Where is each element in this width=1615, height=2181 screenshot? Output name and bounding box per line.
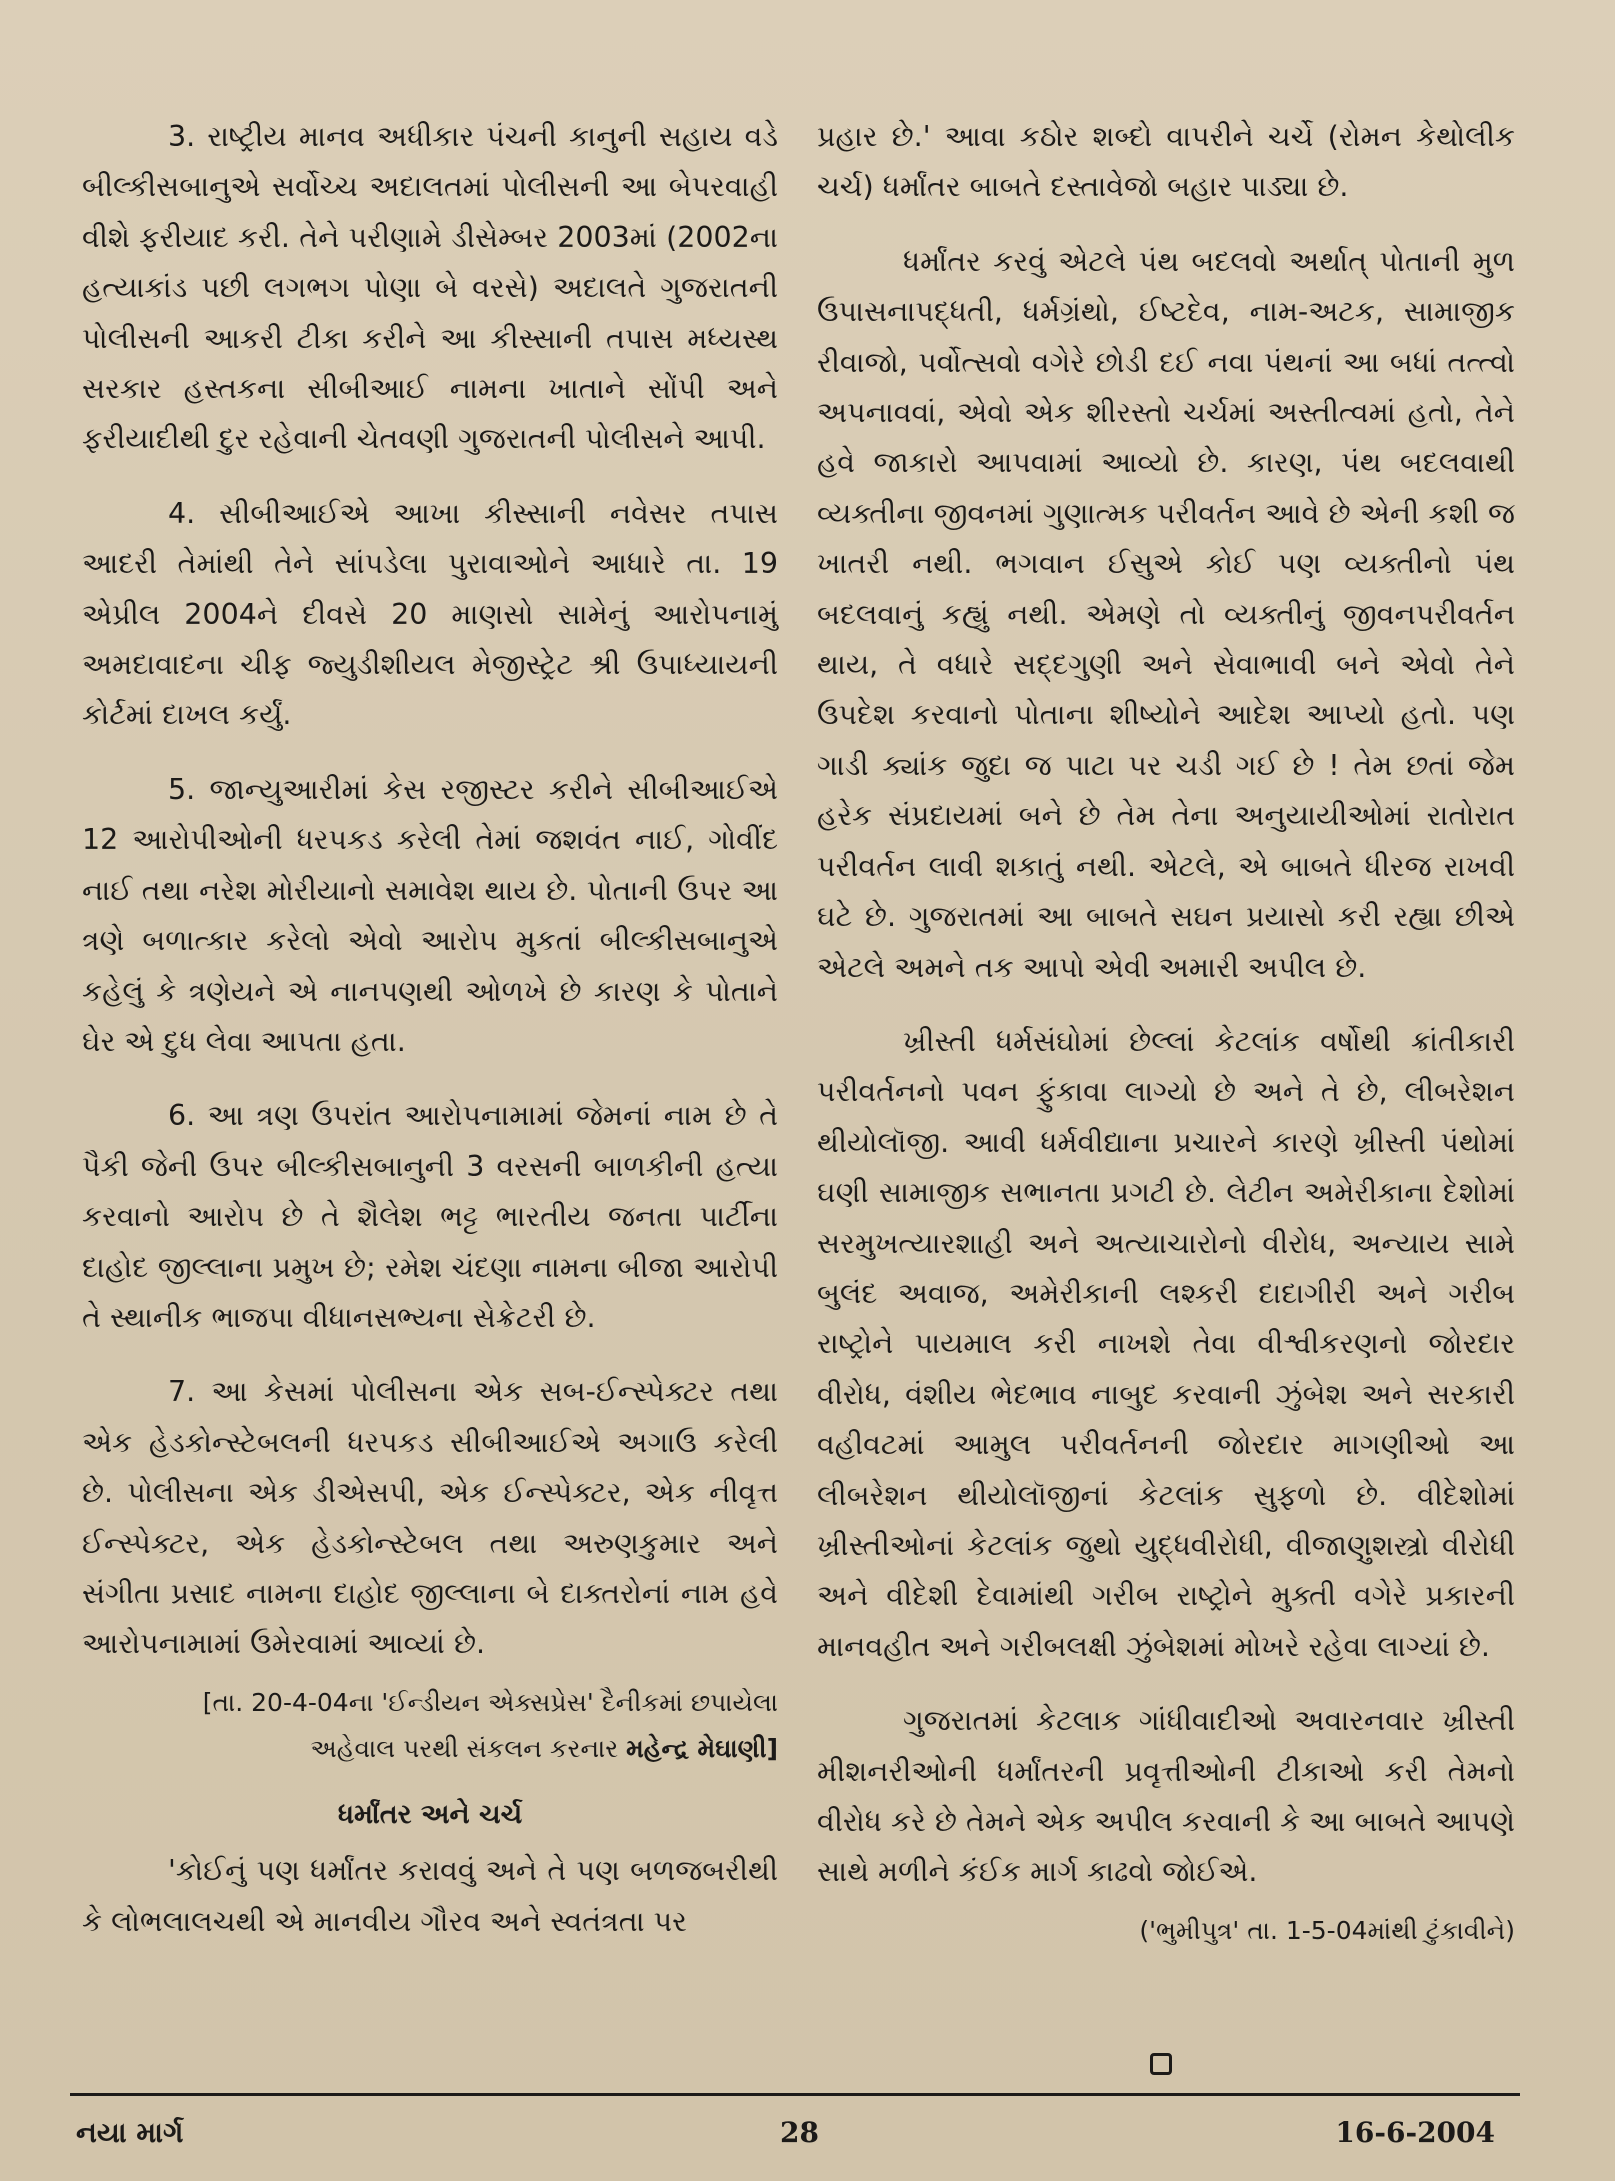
footer-divider xyxy=(70,2093,1520,2096)
citation-line-2 xyxy=(82,1726,778,1772)
end-of-article-square-icon xyxy=(1150,2053,1172,2075)
paragraph-quote-start: 'કોઈનું પણ ધર્માંતર કરાવવું અને તે પણ બળજબરીથી કે લોભલાલચથી એ માનવીય ગૌરવ અને સ્વતંત્રતા પર xyxy=(82,1854,778,1938)
source-note: ('ભુમીપુત્ર' તા. 1-5-04માંથી ટુંકાવીને) xyxy=(1139,1915,1515,1945)
citation-author: મહેન્દ્ર મેઘાણી] xyxy=(626,1733,778,1763)
paragraph-point-3: 3. રાષ્ટ્રીય માનવ અધીકાર પંચની કાનુની સહાય વડે બીલ્કીસબાનુએ સર્વોચ્ચ અદાલતમાં પોલીસની આ બેપરવાહી વીશે ફરીયાદ કરી. તેને પરીણામે ડીસેમ્બર 2003માં (2002ના હત્યાકાંડ પછી લગભગ પોણા બે વરસે) અદાલતે ગુજરાતની પોલીસની આકરી ટીકા કરીને આ કીસ્સાની તપાસ મધ્યસ્થ સરકાર હસ્તકના સીબીઆઈ નામના ખાતાને સોંપી અને ફરીયાદીથી દુર રહેવાની ચેતવણી ગુજરાતની પોલીસને આપી. xyxy=(82,120,778,456)
paragraph-liberation-theology: ખ્રીસ્તી ધર્મસંઘોમાં છેલ્લાં કેટલાંક વર્ષોથી ક્રાંતીકારી પરીવર્તનનો પવન ફુંકાવા લાગ્યો છે અને તે છે, લીબરેશન થીયોલૉજી. આવી ધર્મવીદ્યાના પ્રચારને કારણે ખ્રીસ્તી પંથોમાં ઘણી સામાજીક સભાનતા પ્રગટી છે. લેટીન અમેરીકાના દેશોમાં સરમુખત્યારશાહી અને અત્યાચારોનો વીરોધ, અન્યાય સામે બુલંદ અવાજ, અમેરીકાની લશ્કરી દાદાગીરી અને ગરીબ રાષ્ટ્રોને પાયમાલ કરી નાખશે તેવા વીશ્વીકરણનો જોરદાર વીરોધ, વંશીય ભેદભાવ નાબુદ કરવાની ઝુંબેશ અને સરકારી વહીવટમાં આમુલ પરીવર્તનની જોરદાર માગણીઓ આ લીબરેશન થીયોલૉજીનાં કેટલાંક સુફળો છે. વીદેશોમાં ખ્રીસ્તીઓનાં કેટલાંક જુથો યુદ્ધવીરોધી, વીજાણુશસ્ત્રો વીરોધી અને વીદેશી દેવામાંથી ગરીબ રાષ્ટ્રોને મુક્તી વગેરે પ્રકારની માનવહીત અને ગરીબલક્ષી ઝુંબેશમાં મોખરે રહેવા લાગ્યાં છે. xyxy=(817,1024,1515,1663)
paragraph-gandhians-appeal: ગુજરાતમાં કેટલાક ગાંધીવાદીઓ અવારનવાર ખ્રીસ્તી મીશનરીઓની ધર્માંતરની પ્રવૃત્તીઓની ટીકાઓ કરી તેમનો વીરોધ કરે છે તેમને એક અપીલ કરવાની કે આ બાબતે આપણે સાથે મળીને કંઈક માર્ગ કાઢવો જોઈએ. xyxy=(817,1704,1515,1889)
page-number: 28 xyxy=(780,2116,819,2149)
left-column xyxy=(82,112,778,1957)
citation-line-1: [તા. 20-4-04ના 'ઈન્ડીયન એક્સપ્રેસ' દૈનીકમાં છપાયેલા xyxy=(202,1687,778,1717)
paragraph-point-7: 7. આ કેસમાં પોલીસના એક સબ-ઈન્સ્પેક્ટર તથા એક હેડકોન્સ્ટેબલની ધરપકડ સીબીઆઈએ અગાઉ કરેલી છે. પોલીસના એક ડીએસપી, એક ઈન્સ્પેક્ટર, એક નીવૃત્ત ઈન્સ્પેક્ટર, એક હેડકોન્સ્ટેબલ તથા અરુણકુમાર અને સંગીતા પ્રસાદ નામના દાહોદ જીલ્લાના બે દાક્તરોનાં નામ હવે આરોપનામામાં ઉમેરવામાં આવ્યાં છે. xyxy=(82,1375,778,1661)
section-heading: ધર્માંતર અને ચર્ચ xyxy=(337,1798,523,1830)
magazine-name: નયા માર્ગ xyxy=(76,2116,184,2149)
paragraph-quote-continued: પ્રહાર છે.' આવા કઠોર શબ્દો વાપરીને ચર્ચે (રોમન કેથોલીક ચર્ચ) ધર્માંતર બાબતે દસ્તાવેજો બહાર પાડ્યા છે. xyxy=(817,120,1515,204)
paragraph-point-5: 5. જાન્યુઆરીમાં કેસ રજીસ્ટર કરીને સીબીઆઈએ 12 આરોપીઓની ધરપકડ કરેલી તેમાં જશવંત નાઈ, ગોવીંદ નાઈ તથા નરેશ મોરીયાનો સમાવેશ થાય છે. પોતાની ઉપર આ ત્રણે બળાત્કાર કરેલો એવો આરોપ મુકતાં બીલ્કીસબાનુએ કહેલું કે ત્રણેયને એ નાનપણથી ઓળખે છે કારણ કે પોતાને ઘેર એ દુધ લેવા આપતા હતા. xyxy=(82,772,778,1058)
paragraph-conversion: ધર્માંતર કરવું એટલે પંથ બદલવો અર્થાત્ પોતાની મુળ ઉપાસનાપદ્ધતી, ધર્મગ્રંથો, ઈષ્ટદેવ, નામ-અટક, સામાજીક રીવાજો, પર્વોત્સવો વગેરે છોડી દઈ નવા પંથનાં આ બધાં તત્ત્વો અપનાવવાં, એવો એક શીરસ્તો ચર્ચમાં અસ્તીત્વમાં હતો, તેને હવે જાકારો આપવામાં આવ્યો છે. કારણ, પંથ બદલવાથી વ્યક્તીના જીવનમાં ગુણાત્મક પરીવર્તન આવે છે એની કશી જ ખાતરી નથી. ભગવાન ઈસુએ કોઈ પણ વ્યક્તીનો પંથ બદલવાનું કહ્યું નથી. એમણે તો વ્યક્તીનું જીવનપરીવર્તન થાય, તે વધારે સદ્દગુણી અને સેવાભાવી બને એવો તેને ઉપદેશ કરવાનો પોતાના શીષ્યોને આદેશ આપ્યો હતો. પણ ગાડી ક્યાંક જુદા જ પાટા પર ચડી ગઈ છે ! તેમ છતાં જેમ હરેક સંપ્રદાયમાં બને છે તેમ તેના અનુયાયીઓમાં રાતોરાત પરીવર્તન લાવી શકાતું નથી. એટલે, એ બાબતે ધીરજ રાખવી ઘટે છે. ગુજરાતમાં આ બાબતે સઘન પ્રયાસો કરી રહ્યા છીએ એટલે અમને તક આપો એવી અમારી અપીલ છે. xyxy=(817,244,1515,984)
citation-text: અહેવાલ પરથી સંકલન કરનાર xyxy=(310,1733,627,1763)
paragraph-point-6: 6. આ ત્રણ ઉપરાંત આરોપનામામાં જેમનાં નામ છે તે પૈકી જેની ઉપર બીલ્કીસબાનુની 3 વરસની બાળકીની હત્યા કરવાનો આરોપ છે તે શૈલેશ ભટ્ટ ભારતીય જનતા પાર્ટીના દાહોદ જીલ્લાના પ્રમુખ છે; રમેશ ચંદણા નામના બીજા આરોપી તે સ્થાનીક ભાજપા વીધાનસભ્યના સેક્રેટરી છે. xyxy=(82,1099,778,1334)
paragraph-point-4: 4. સીબીઆઈએ આખા કીસ્સાની નવેસર તપાસ આદરી તેમાંથી તેને સાંપડેલા પુરાવાઓને આધારે તા. 19 એપ્રીલ 2004ને દીવસે 20 માણસો સામેનું આરોપનામું અમદાવાદના ચીફ જ્યુડીશીયલ મેજીસ્ટ્રેટ શ્રી ઉપાધ્યાયની કોર્ટમાં દાખલ કર્યું. xyxy=(82,496,778,732)
issue-date: 16-6-2004 xyxy=(1335,2116,1495,2149)
right-column xyxy=(817,112,1515,1954)
source-citation xyxy=(82,1680,778,1772)
